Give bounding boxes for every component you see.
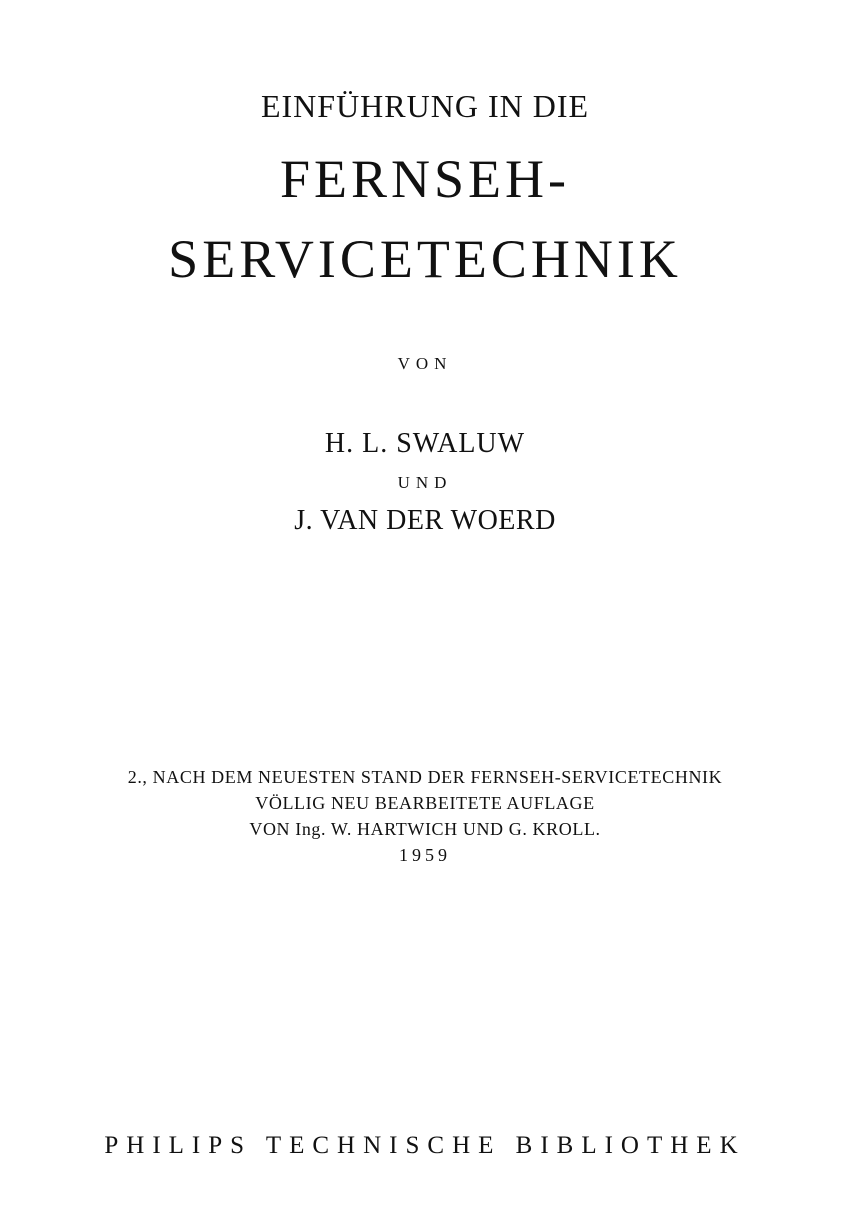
edition-line-2: VÖLLIG NEU BEARBEITETE AUFLAGE [255, 793, 595, 813]
author-1: H. L. SWALUW [324, 428, 526, 459]
series-name: PHILIPS TECHNISCHE BIBLIOTHEK [104, 1132, 746, 1159]
by-label: VON [397, 354, 453, 373]
book-title-line-2: SERVICETECHNIK [168, 229, 682, 289]
publication-year: 1959 [399, 845, 451, 865]
author-2: J. VAN DER WOERD [294, 505, 556, 536]
edition-line-1: 2., NACH DEM NEUESTEN STAND DER FERNSEH-SERVICETECHNIK [127, 767, 723, 787]
and-label: UND [397, 473, 453, 492]
book-title-line-1: FERNSEH- [279, 149, 571, 209]
pre-title: EINFÜHRUNG IN DIE [260, 88, 590, 124]
edition-line-3: VON Ing. W. HARTWICH UND G. KROLL. [249, 819, 601, 839]
